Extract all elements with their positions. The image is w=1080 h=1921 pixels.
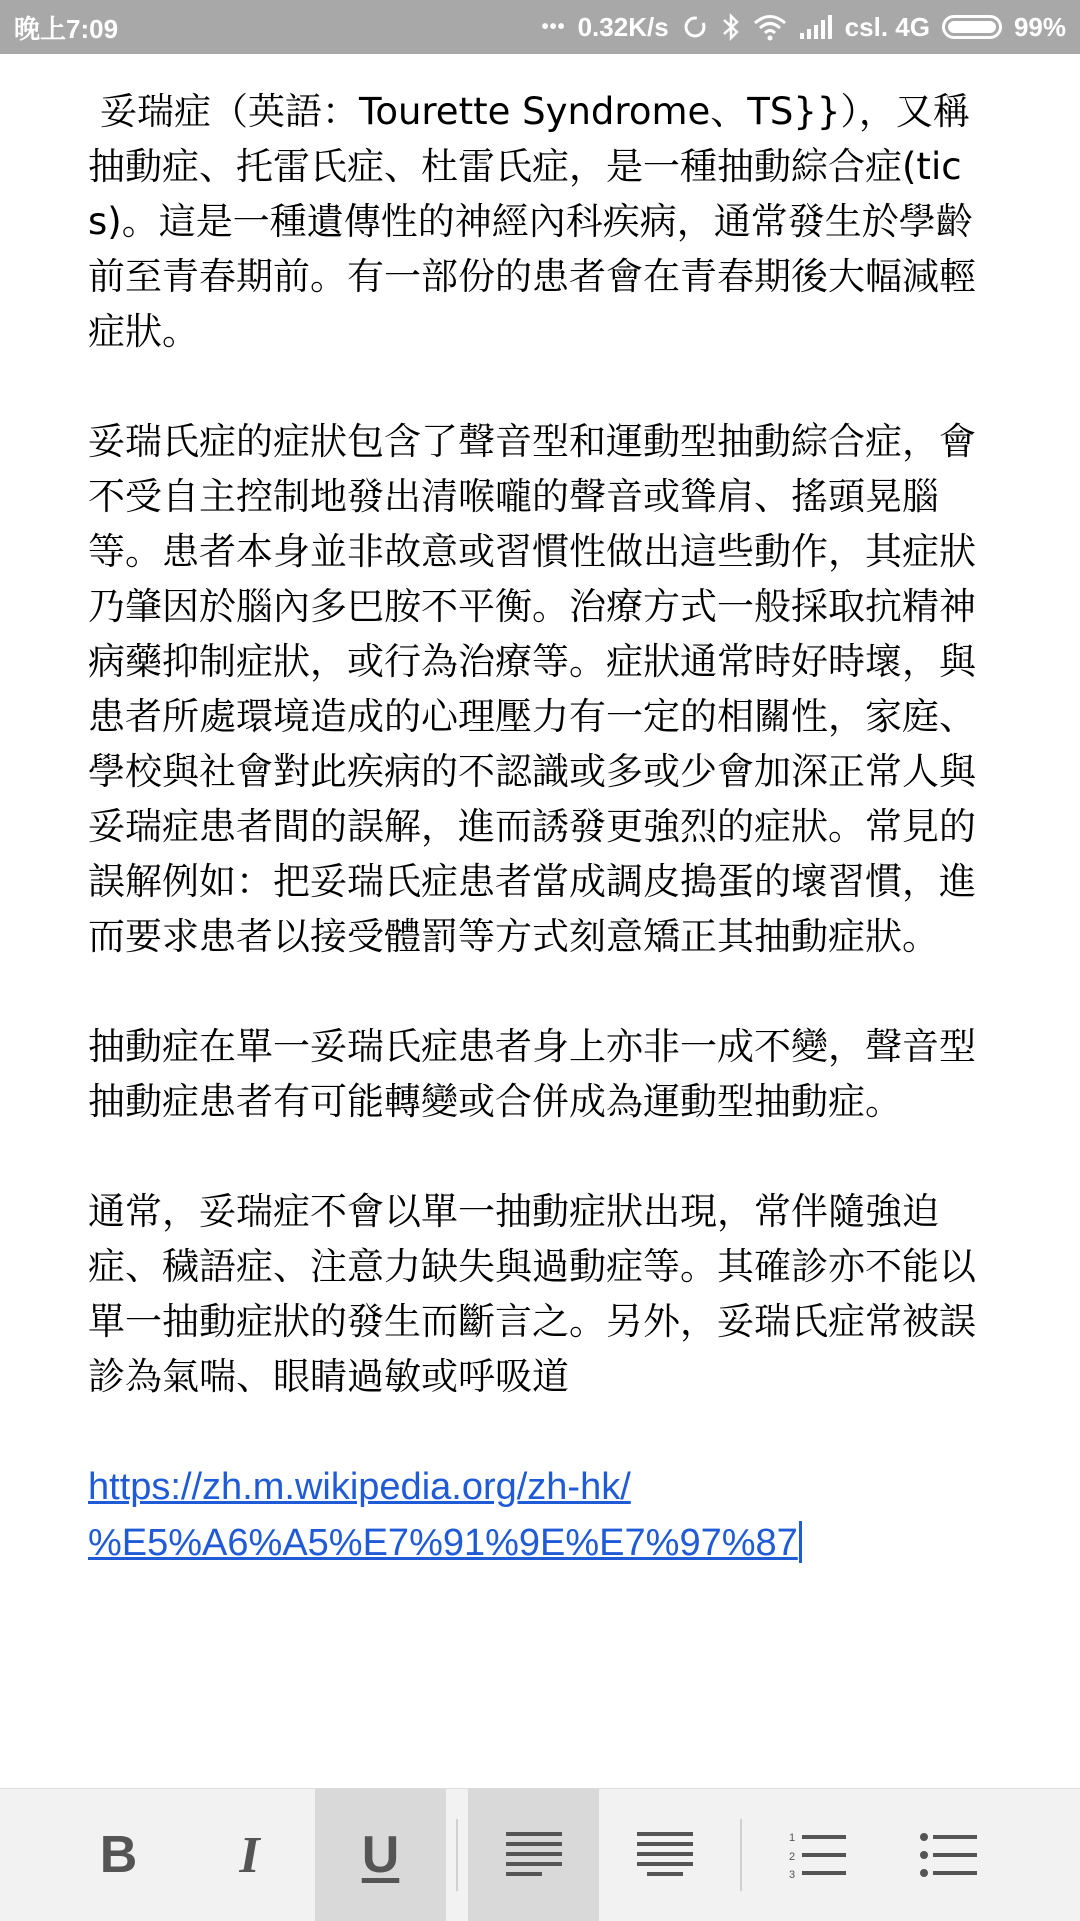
- sync-icon: [681, 13, 709, 41]
- align-center-icon: [635, 1830, 695, 1880]
- align-center-button[interactable]: [599, 1789, 730, 1921]
- numbered-list-button[interactable]: [752, 1789, 883, 1921]
- wifi-icon: [753, 13, 787, 41]
- bullet-list-button[interactable]: [883, 1789, 1014, 1921]
- italic-icon: I: [239, 1826, 260, 1884]
- carrier-label: csl. 4G: [844, 11, 930, 42]
- link-paragraph[interactable]: [88, 1459, 998, 1571]
- toolbar-divider: [740, 1819, 742, 1891]
- network-speed: 0.32K/s: [577, 11, 669, 42]
- numbered-list-icon: [788, 1830, 848, 1880]
- bold-button[interactable]: [53, 1789, 184, 1921]
- italic-button[interactable]: [184, 1789, 315, 1921]
- more-dots-icon: •••: [541, 15, 566, 38]
- status-bar: [0, 0, 1080, 54]
- bullet-list-icon: [919, 1830, 979, 1880]
- battery-icon: [942, 15, 1002, 39]
- toolbar-divider: [456, 1819, 458, 1891]
- bluetooth-icon: [721, 12, 741, 42]
- paragraph-1[interactable]: 妥瑞症（英語：Tourette Syndrome、TS}}），又稱抽動症、托雷氏症、杜雷氏症，是一種抽動綜合症(tics)。這是一種遺傳性的神經內科疾病，通常發生於學齡前至青春期前。有一部份的患者會在青春期後大幅減輕症狀。: [88, 90, 976, 353]
- paragraph-4[interactable]: 通常，妥瑞症不會以單一抽動症狀出現，常伴隨強迫症、穢語症、注意力缺失與過動症等。其確診亦不能以單一抽動症狀的發生而斷言之。另外，妥瑞氏症常被誤診為氣喘、眼睛過敏或呼吸道: [88, 1190, 976, 1398]
- wikipedia-link[interactable]: [88, 1466, 798, 1564]
- svg-text:3: 3: [788, 1869, 795, 1880]
- editor-content[interactable]: [88, 84, 998, 1626]
- signal-icon: [799, 15, 833, 39]
- battery-percent: 99%: [1013, 11, 1066, 42]
- status-time: 晚上7:09: [14, 13, 119, 44]
- underline-icon: U: [361, 1826, 400, 1884]
- underline-button[interactable]: [315, 1789, 446, 1921]
- align-left-button[interactable]: [468, 1789, 599, 1921]
- align-left-icon: [504, 1830, 564, 1880]
- link-line-1: https://zh.m.wikipedia.org/zh-hk/: [88, 1466, 631, 1508]
- svg-text:1: 1: [788, 1832, 795, 1844]
- bold-icon: B: [99, 1826, 138, 1884]
- link-line-2: %E5%A6%A5%E7%91%9E%E7%97%87: [88, 1522, 798, 1564]
- svg-text:2: 2: [788, 1851, 795, 1863]
- text-cursor: [799, 1521, 802, 1563]
- formatting-toolbar: [0, 1788, 1080, 1921]
- paragraph-2[interactable]: 妥瑞氏症的症狀包含了聲音型和運動型抽動綜合症，會不受自主控制地發出清喉嚨的聲音或聳肩、搖頭晃腦等。患者本身並非故意或習慣性做出這些動作，其症狀乃肇因於腦內多巴胺不平衡。治療方式一般採取抗精神病藥抑制症狀，或行為治療等。症狀通常時好時壞，與患者所處環境造成的心理壓力有一定的相關性，家庭、學校與社會對此疾病的不認識或多或少會加深正常人與妥瑞症患者間的誤解，進而誘發更強烈的症狀。常見的誤解例如：把妥瑞氏症患者當成調皮搗蛋的壞習慣，進而要求患者以接受體罰等方式刻意矯正其抽動症狀。: [88, 420, 976, 958]
- paragraph-3[interactable]: 抽動症在單一妥瑞氏症患者身上亦非一成不變，聲音型抽動症患者有可能轉變或合併成為運動型抽動症。: [88, 1025, 976, 1123]
